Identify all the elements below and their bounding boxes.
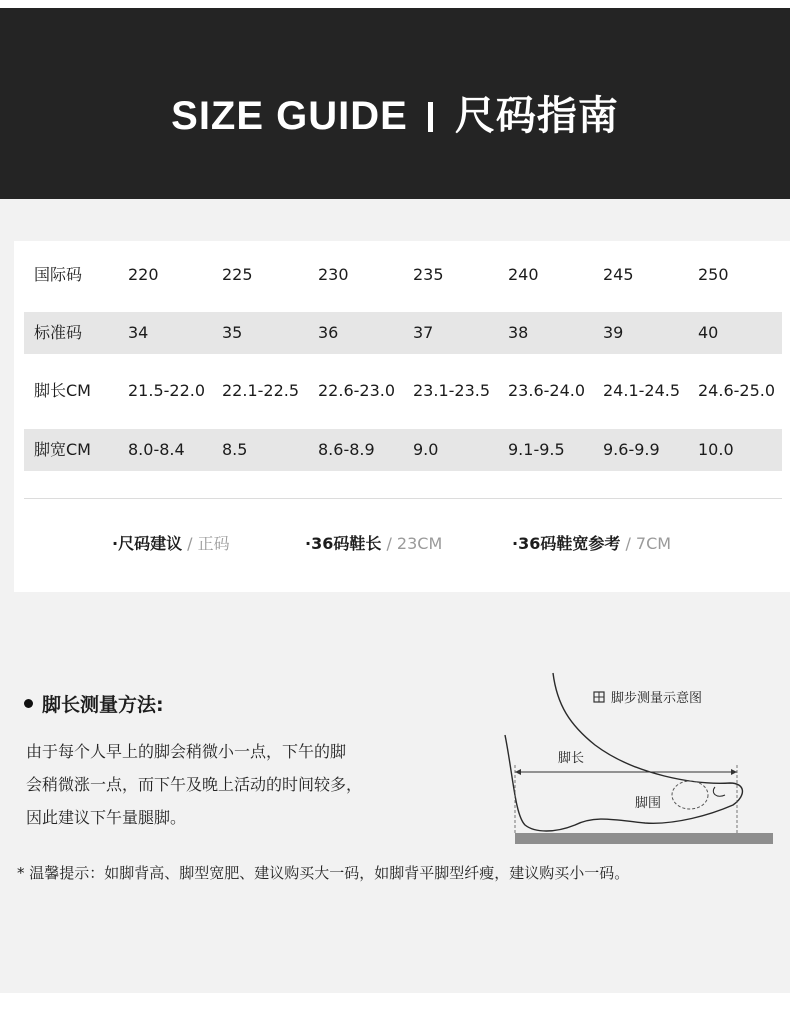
girth-label: 脚围 — [635, 796, 662, 811]
table-cell: 8.5 — [222, 440, 248, 459]
table-cell: 9.6-9.9 — [603, 440, 660, 459]
length-label: 脚长 — [558, 751, 585, 766]
page-title — [0, 84, 790, 141]
table-cell: 245 — [603, 265, 634, 284]
measure-line: 由于每个人早上的脚会稍微小一点，下午的脚 — [26, 742, 347, 761]
table-cell: 240 — [508, 265, 539, 284]
table-cell: 40 — [698, 323, 719, 342]
table-cell: 39 — [603, 323, 624, 342]
measure-line: 会稍微涨一点，而下午及晚上活动的时间较多， — [26, 775, 363, 794]
header-banner — [0, 8, 790, 199]
table-cell: 225 — [222, 265, 253, 284]
table-cell: 22.1-22.5 — [222, 381, 300, 400]
table-divider — [24, 498, 782, 499]
table-cell: 250 — [698, 265, 729, 284]
table-cell: 35 — [222, 323, 243, 342]
tip-shoe-length: ·36码鞋长 / 23CM — [305, 534, 443, 553]
table-cell: 34 — [128, 323, 149, 342]
row-label: 标准码 — [34, 323, 83, 342]
table-cell: 9.0 — [413, 440, 439, 459]
tip-value: 7CM — [635, 534, 672, 553]
tip-key: ·尺码建议 — [112, 534, 183, 553]
table-cell: 38 — [508, 323, 529, 342]
table-cell: 23.6-24.0 — [508, 381, 586, 400]
tip-shoe-width: ·36码鞋宽参考 / 7CM — [512, 534, 672, 553]
girth-loop — [672, 781, 708, 809]
tip-value: 23CM — [396, 534, 443, 553]
floor-bar — [515, 833, 773, 844]
diagram-caption: 脚步测量示意图 — [611, 691, 703, 706]
tip-key: ·36码鞋宽参考 — [512, 534, 621, 553]
table-cell: 36 — [318, 323, 339, 342]
title-chinese: 尺码指南 — [454, 93, 619, 139]
title-english: SIZE GUIDE — [171, 94, 408, 138]
measure-title-text: 脚长测量方法: — [42, 694, 164, 716]
foot-measure-diagram — [495, 665, 780, 850]
measure-heading — [24, 690, 164, 717]
table-cell: 9.1-9.5 — [508, 440, 565, 459]
tip-size-advice: ·尺码建议 / 正码 — [112, 534, 230, 553]
row-label: 脚宽CM — [34, 440, 91, 459]
diagram-caption-icon — [594, 692, 604, 702]
arrow-right-icon — [731, 769, 737, 775]
table-cell: 8.0-8.4 — [128, 440, 185, 459]
bullet-icon — [24, 699, 33, 708]
toe-detail — [713, 787, 725, 796]
row-label: 国际码 — [34, 265, 83, 284]
table-row-international — [24, 254, 782, 296]
table-row-foot-length — [24, 370, 782, 412]
measure-line: 因此建议下午量腿脚。 — [26, 808, 187, 827]
tip-value: 正码 — [197, 534, 230, 553]
table-cell: 24.6-25.0 — [698, 381, 776, 400]
arrow-left-icon — [515, 769, 521, 775]
table-cell: 21.5-22.0 — [128, 381, 206, 400]
measure-description — [26, 735, 426, 834]
table-cell: 22.6-23.0 — [318, 381, 396, 400]
foot-diagram-illustration — [495, 665, 780, 850]
row-label: 脚长CM — [34, 381, 91, 400]
table-cell: 24.1-24.5 — [603, 381, 681, 400]
table-row-foot-width — [24, 429, 782, 471]
warm-tip: * 温馨提示：如脚背高、脚型宽肥、建议购买大一码，如脚背平脚型纤瘦，建议购买小一码。 — [17, 864, 630, 882]
table-cell: 235 — [413, 265, 444, 284]
table-cell: 220 — [128, 265, 159, 284]
table-cell: 8.6-8.9 — [318, 440, 375, 459]
table-cell: 10.0 — [698, 440, 734, 459]
table-cell: 230 — [318, 265, 349, 284]
table-cell: 23.1-23.5 — [413, 381, 491, 400]
table-cell: 37 — [413, 323, 434, 342]
tip-key: ·36码鞋长 — [305, 534, 382, 553]
table-row-standard — [24, 312, 782, 354]
title-separator — [428, 102, 433, 132]
